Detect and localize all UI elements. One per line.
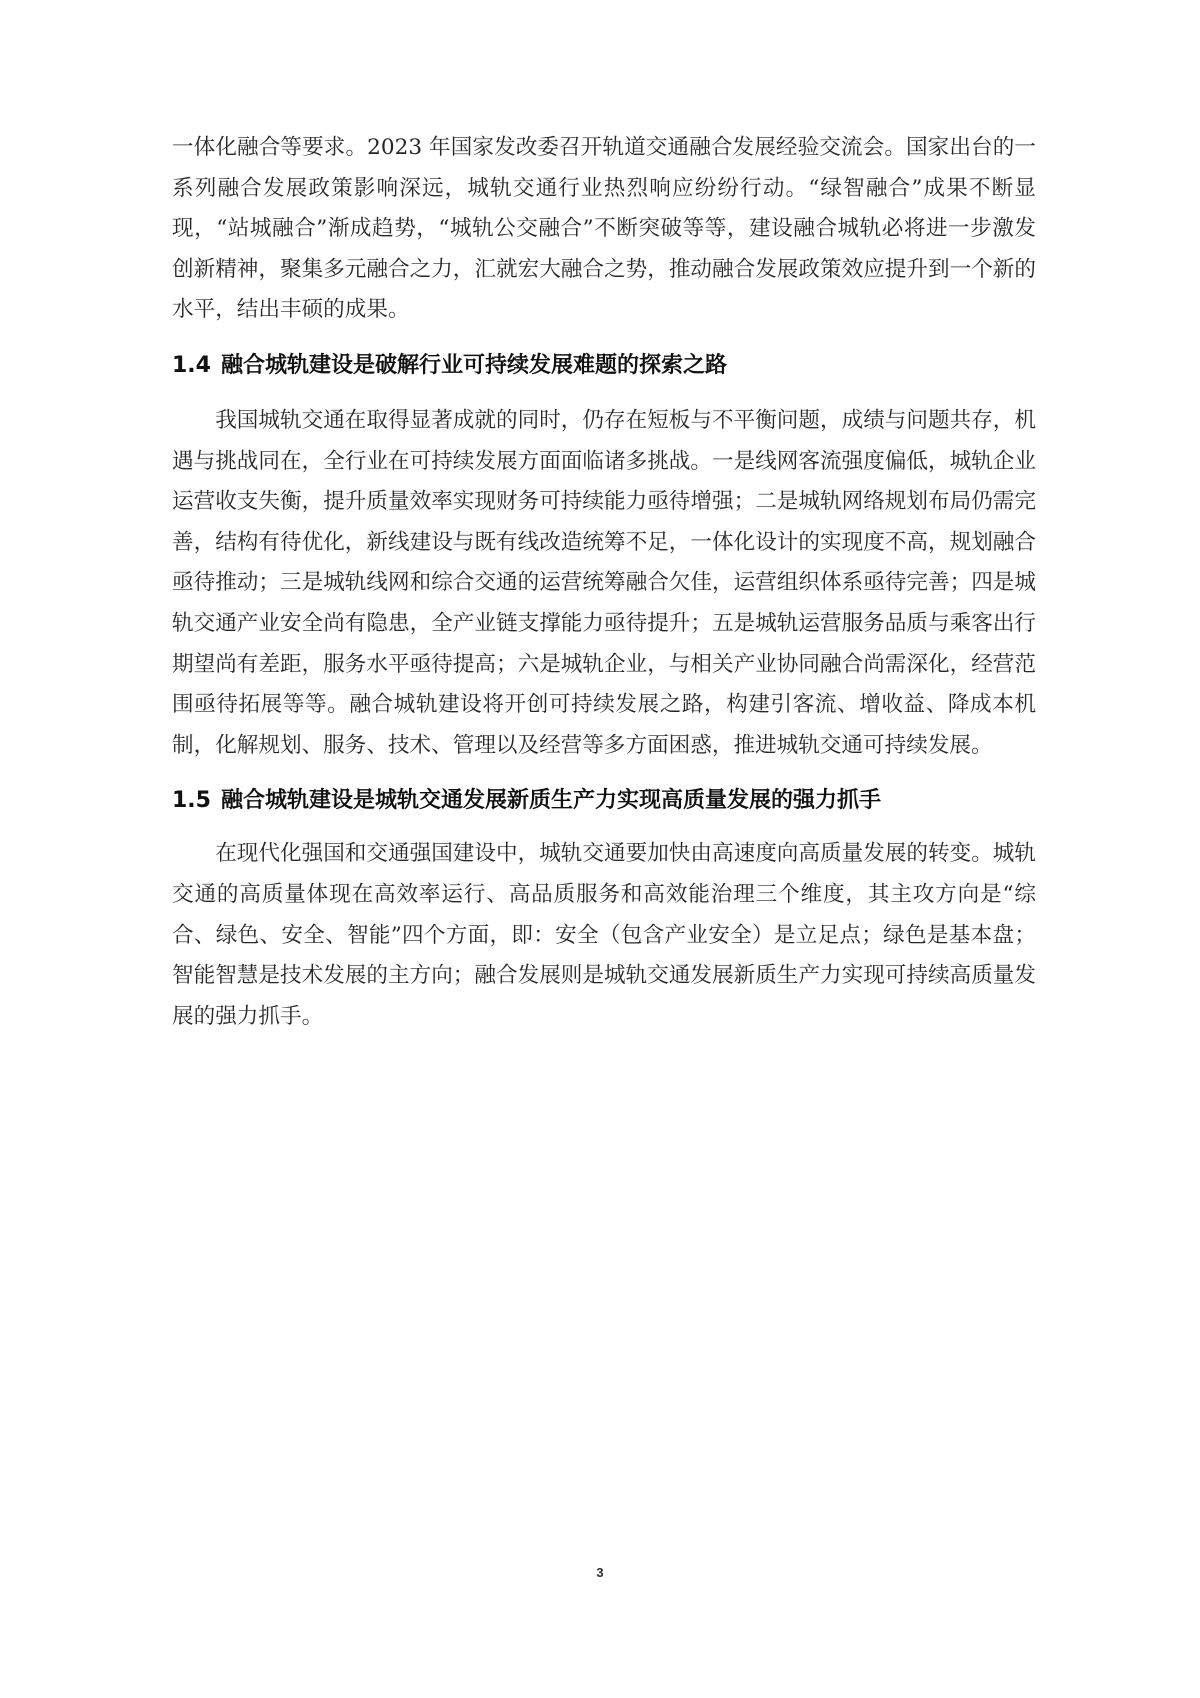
section-title: 融合城轨建设是城轨交通发展新质生产力实现高质量发展的强力抓手 [220, 788, 881, 814]
document-page [172, 128, 1036, 1037]
section-number: 1.4 [172, 352, 211, 378]
section-1-4-body: 我国城轨交通在取得显著成就的同时，仍存在短板与不平衡问题，成绩与问题共存，机遇与挑战同在，全行业在可持续发展方面面临诸多挑战。一是线网客流强度偏低，城轨企业运营收支失衡，提升质量效率实现财务可持续能力亟待增强；二是城轨网络规划布局仍需完善，结构有待优化，新线建设与既有线改造统筹不足，一体化设计的实现度不高，规划融合亟待推动；三是城轨线网和综合交通的运营统筹融合欠佳，运营组织体系亟待完善；四是城轨交通产业安全尚有隐患，全产业链支撑能力亟待提升；五是城轨运营服务品质与乘客出行期望尚有差距，服务水平亟待提高；六是城轨企业，与相关产业协同融合尚需深化，经营范围亟待拓展等等。融合城轨建设将开创可持续发展之路，构建引客流、增收益、降成本机制，化解规划、服务、技术、管理以及经营等多方面困惑，推进城轨交通可持续发展。 [172, 407, 1036, 758]
section-1-5-body: 在现代化强国和交通强国建设中，城轨交通要加快由高速度向高质量发展的转变。城轨交通的高质量体现在高效率运行、高品质服务和高效能治理三个维度，其主攻方向是“综合、绿色、安全、智能”四个方面，即：安全（包含产业安全）是立足点；绿色是基本盘；智能智慧是技术发展的主方向；融合发展则是城轨交通发展新质生产力实现可持续高质量发展的强力抓手。 [172, 841, 1036, 1029]
section-number: 1.5 [172, 788, 211, 814]
paragraph-continuation: 一体化融合等要求。2023 年国家发改委召开轨道交通融合发展经验交流会。国家出台的一系列融合发展政策影响深远，城轨交通行业热烈响应纷纷行动。“绿智融合”成果不断显现，“站城融合”渐成趋势，“城轨公交融合”不断突破等等，建设融合城轨必将进一步激发创新精神，聚集多元融合之力，汇就宏大融合之势，推动融合发展政策效应提升到一个新的水平，结出丰硕的成果。 [172, 135, 1036, 323]
section-heading-1-4 [172, 351, 1036, 381]
section-heading-1-5 [172, 786, 1036, 816]
section-title: 融合城轨建设是破解行业可持续发展难题的探索之路 [220, 352, 727, 378]
page-number: 3 [596, 1565, 604, 1580]
